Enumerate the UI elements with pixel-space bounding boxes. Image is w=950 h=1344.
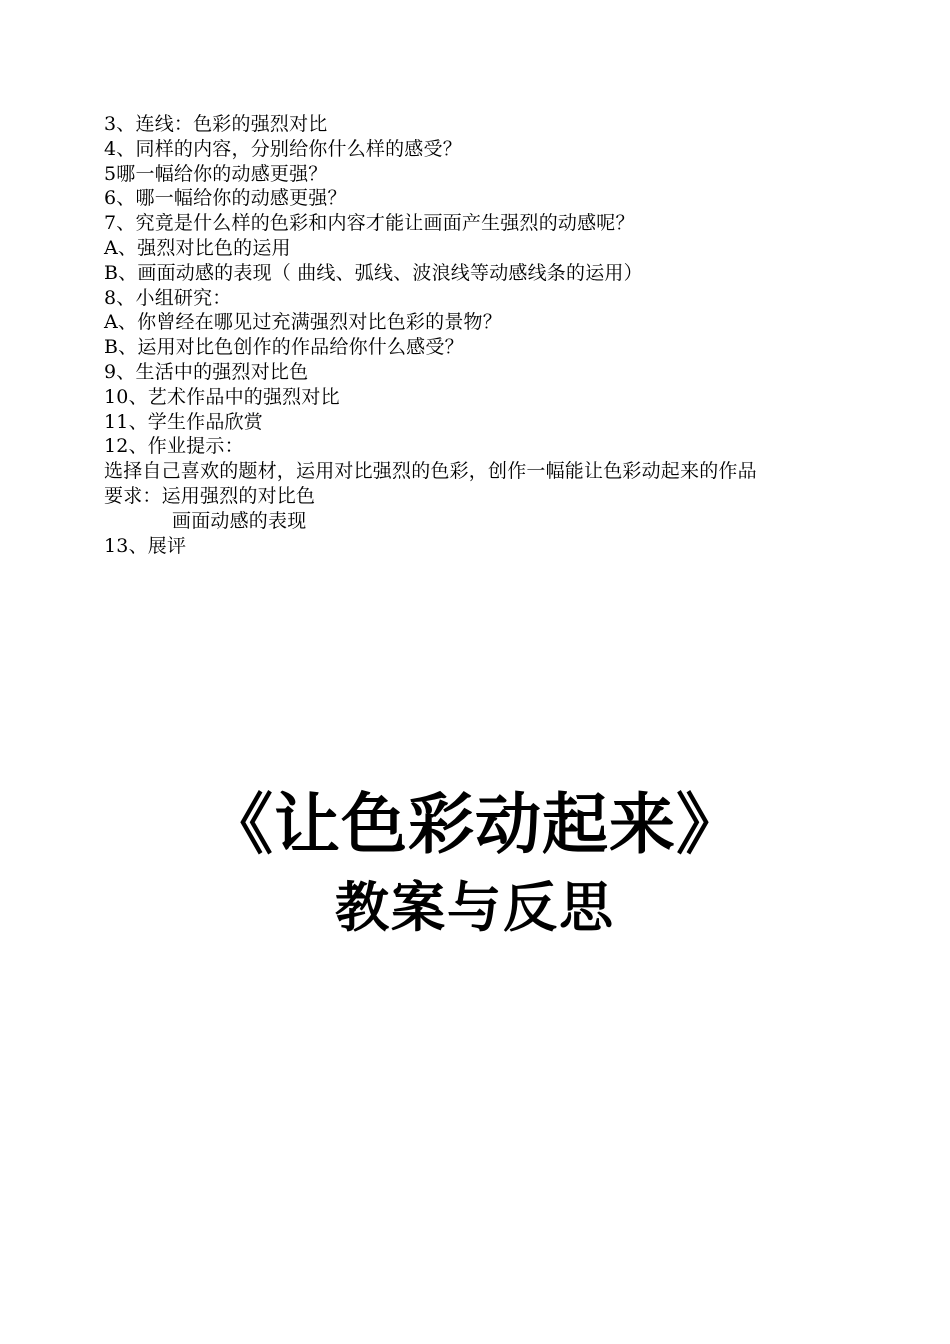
step-line: 9、生活中的强烈对比色 xyxy=(104,360,309,383)
step-line: A、你曾经在哪见过充满强烈对比色彩的景物？ xyxy=(104,311,502,334)
step-line: 5哪一幅给你的动感更强？ xyxy=(104,162,328,185)
step-line: 4、同样的内容，分别给你什么样的感受？ xyxy=(104,137,462,160)
step-line: 选择自己喜欢的题材，运用对比强烈的色彩，创作一幅能让色彩动起来的作品 xyxy=(104,460,757,483)
step-line: 6、哪一幅给你的动感更强？ xyxy=(104,187,347,210)
step-line: 3、连线：色彩的强烈对比 xyxy=(104,113,328,135)
step-line: B、画面动感的表现（ 曲线、弧线、波浪线等动感线条的运用） xyxy=(104,261,643,284)
step-line: 13、展评 xyxy=(104,534,187,557)
step-line: 12、作业提示： xyxy=(104,435,244,458)
step-line: 11、学生作品欣赏 xyxy=(104,410,263,433)
step-line: 8、小组研究： xyxy=(104,286,232,309)
step-line: 要求：运用强烈的对比色 xyxy=(104,484,316,507)
document-title: 《让色彩动起来》 xyxy=(207,786,743,863)
step-line: 10、艺术作品中的强烈对比 xyxy=(104,385,340,408)
step-line: A、强烈对比色的运用 xyxy=(104,236,291,259)
step-line-indented: 画面动感的表现 xyxy=(172,509,307,532)
document-subtitle: 教案与反思 xyxy=(335,876,615,939)
step-line: B、运用对比色创作的作品给你什么感受？ xyxy=(104,336,464,359)
step-line: 7、究竟是什么样的色彩和内容才能让画面产生强烈的动感呢？ xyxy=(104,212,635,235)
lesson-steps xyxy=(104,112,924,558)
